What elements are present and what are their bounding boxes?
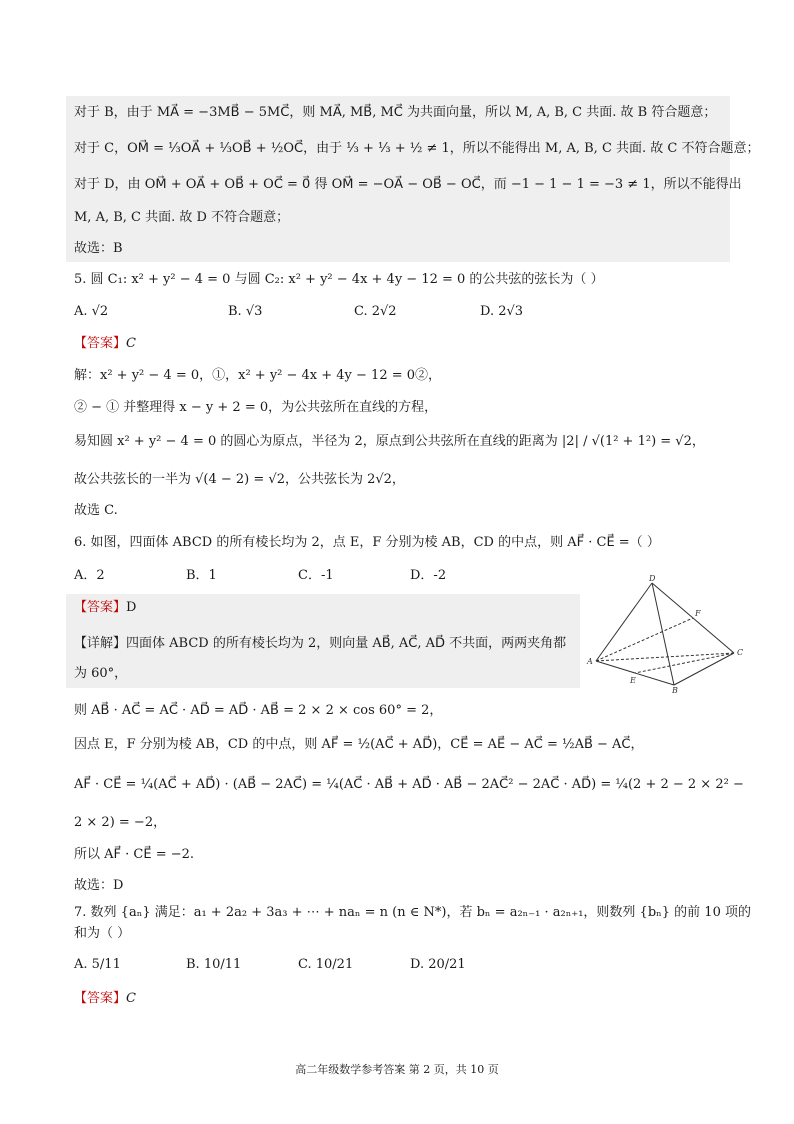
q6-step-5: 所以 AF⃗ · CE⃗ = −2. [74,847,195,862]
edge-bc [674,653,734,685]
q6-step-1: 则 AB⃗ · AC⃗ = AC⃗ · AD⃗ = AD⃗ · AB⃗ = 2 × 2 × cos 60° = 2， [74,703,443,718]
option-d-analysis-cont: M, A, B, C 共面. 故 D 不符合题意； [74,210,290,225]
page-footer: 高二年级数学参考答案 第 2 页，共 10 页 [295,1063,499,1076]
option-d-analysis: 对于 D，由 OM⃗ + OA⃗ + OB⃗ + OC⃗ = 0⃗ 得 OM⃗ = −OA⃗ − OB⃗ − OC⃗，而 −1 − 1 − 1 = −3 ≠ 1，所以不能得出 [74,177,742,192]
q6-option-c: C．-1 [298,568,334,583]
q7-option-d: D. 20/21 [410,957,466,972]
tetrahedron-figure [586,575,784,693]
q4-choice: 故选：B [74,241,123,256]
q7-option-b: B. 10/11 [186,957,242,972]
q5-step-3: 易知圆 x² + y² − 4 = 0 的圆心为原点，半径为 2，原点到公共弦所在直线的距离为 |2| / √(1² + 1²) = √2， [74,434,705,449]
q6-option-a: A．2 [74,568,105,583]
label-c: C [737,648,744,657]
segment-af-hidden [596,618,693,661]
question-7: 7. 数列 {aₙ} 满足：a₁ + 2a₂ + 3a₃ + ⋯ + naₙ = n (n ∈ N*)，若 bₙ = a₂ₙ₋₁ · a₂ₙ₊₁，则数列 {bₙ} 的前 10 项的 [74,905,751,920]
label-a: A [587,657,593,666]
segment-ce-hidden [635,653,734,673]
q5-option-c: C. 2√2 [354,304,397,319]
q7-answer [74,989,136,1009]
label-b: B [672,686,678,693]
question-7-cont: 和为（ ） [74,926,131,941]
q5-option-b: B. √3 [228,304,263,319]
q6-option-b: B．1 [186,568,217,583]
label-f: F [695,609,701,618]
q5-option-d: D. 2√3 [480,304,524,319]
label-e: E [630,676,636,685]
q5-step-5: 故选 C. [74,503,118,518]
option-c-analysis: 对于 C，OM⃗ = ⅓OA⃗ + ⅓OB⃗ + ½OC⃗，由于 ⅓ + ⅓ + ½ ≠ 1，所以不能得出 M, A, B, C 共面. 故 C 不符合题意； [74,141,760,156]
edge-bd [652,583,674,685]
edge-ad [596,583,652,661]
q5-option-a: A. √2 [74,304,109,319]
q5-step-1: 解：x² + y² − 4 = 0，①，x² + y² − 4x + 4y − 12 = 0②， [74,368,442,383]
q6-detail-1: 【详解】四面体 ABCD 的所有棱长均为 2，则向量 AB⃗, AC⃗, AD⃗ 不共面，两两夹角都 [74,636,567,651]
q5-answer [74,334,136,354]
answer-label: 【答案】 [74,991,127,1006]
q6-option-d: D．-2 [410,568,447,583]
q6-step-4: 2 × 2) = −2， [74,815,167,830]
q6-step-2: 因点 E，F 分别为棱 AB，CD 的中点，则 AF⃗ = ½(AC⃗ + AD⃗)，CE⃗ = AE⃗ − AC⃗ = ½AB⃗ − AC⃗， [74,737,644,752]
q6-step-6: 故选：D [74,878,124,893]
answer-value: C [126,336,136,351]
q6-detail-2: 为 60°， [74,666,128,681]
q6-step-3: AF⃗ · CE⃗ = ¼(AC⃗ + AD⃗) · (AB⃗ − 2AC⃗) = ¼(AC⃗ · AB⃗ + AD⃗ · AB⃗ − 2AC⃗² − 2AC⃗ · AD⃗) = ¼(2 + 2 − 2 × 2² − [74,777,744,792]
q6-answer [74,598,136,618]
q7-option-a: A. 5/11 [74,957,121,972]
q5-step-2: ② − ① 并整理得 x − y + 2 = 0，为公共弦所在直线的方程， [74,400,438,415]
question-5: 5. 圆 C₁: x² + y² − 4 = 0 与圆 C₂: x² + y² − 4x + 4y − 12 = 0 的公共弦的弦长为（ ） [74,272,604,287]
answer-label: 【答案】 [74,336,127,351]
question-6: 6. 如图，四面体 ABCD 的所有棱长均为 2，点 E，F 分别为棱 AB，CD 的中点，则 AF⃗ · CE⃗ =（ ） [74,535,660,550]
q7-option-c: C. 10/21 [298,957,354,972]
option-b-analysis: 对于 B，由于 MA⃗ = −3MB⃗ − 5MC⃗，则 MA⃗, MB⃗, MC⃗ 为共面向量，所以 M, A, B, C 共面. 故 B 符合题意； [74,105,717,120]
label-d: D [649,575,656,583]
answer-value: D [126,600,137,615]
answer-value: C [126,991,136,1006]
answer-label: 【答案】 [74,600,127,615]
q5-step-4: 故公共弦长的一半为 √(4 − 2) = √2，公共弦长为 2√2， [74,472,405,487]
